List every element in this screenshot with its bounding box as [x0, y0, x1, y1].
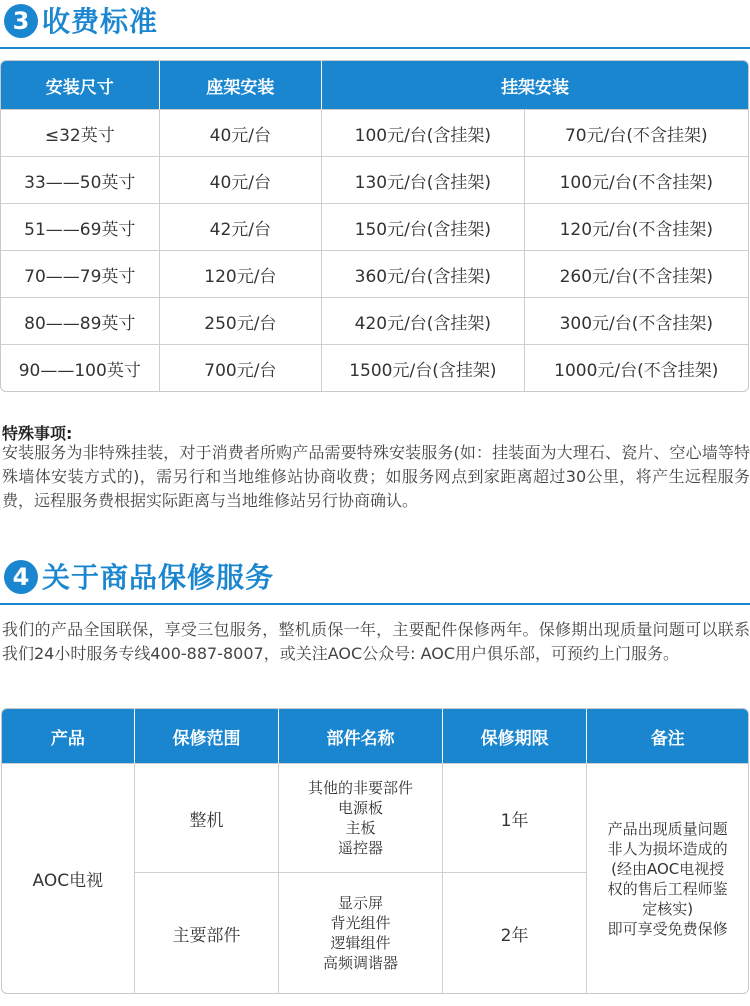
part-name: 其他的非要部件 [308, 779, 414, 797]
part-name: 显示屏 [338, 894, 384, 912]
part-name: 高频调谐器 [323, 954, 399, 972]
scope-cell: 主要部件 [135, 872, 280, 993]
section-title: 关于商品保修服务 [42, 561, 275, 594]
warranty-table-header [2, 709, 748, 763]
wall-price-without-bracket-cell: 260元/台(不含挂架) [525, 250, 748, 297]
fee-table-header [1, 61, 748, 109]
section-number-badge: 4 [4, 560, 38, 594]
table-row [1, 344, 748, 391]
section-divider [0, 47, 750, 49]
stand-price-cell: 40元/台 [160, 156, 323, 203]
scope-cell: 整机 [135, 763, 280, 872]
section-divider [0, 603, 750, 605]
wall-price-with-bracket-cell: 100元/台(含挂架) [322, 109, 524, 156]
header-remark: 备注 [587, 709, 748, 763]
wall-price-without-bracket-cell: 70元/台(不含挂架) [525, 109, 748, 156]
table-row [2, 763, 748, 872]
period-cell: 1年 [443, 763, 588, 872]
size-cell: 51——69英寸 [1, 203, 160, 250]
remark-line: (经由AOC电视授 [611, 859, 725, 878]
product-cell: AOC电视 [2, 763, 135, 993]
remark-line: 产品出现质量问题 [607, 819, 728, 838]
table-row [1, 156, 748, 203]
wall-price-with-bracket-cell: 130元/台(含挂架) [322, 156, 524, 203]
size-cell: 70——79英寸 [1, 250, 160, 297]
table-row [1, 109, 748, 156]
section-fee-header [0, 0, 750, 50]
remark-line: 定核实) [642, 899, 694, 918]
table-row [1, 250, 748, 297]
notes-title: 特殊事项: [2, 424, 73, 443]
notes-text: 安装服务为非特殊挂装，对于消费者所购产品需要特殊安装服务(如：挂装面为大理石、瓷片、空心墙等特殊墙体安装方式的)，需另行和当地维修站协商收费；如服务网点到家距离超过30公里，将产生远程服务费，远程服务费根据实际距离与当地维修站另行协商确认。 [2, 443, 750, 510]
section-number-badge: 3 [4, 4, 38, 38]
part-name: 逻辑组件 [330, 934, 391, 952]
parts-cell [279, 872, 443, 993]
wall-price-with-bracket-cell: 420元/台(含挂架) [322, 297, 524, 344]
wall-price-with-bracket-cell: 360元/台(含挂架) [322, 250, 524, 297]
part-name: 主板 [345, 819, 376, 837]
header-product: 产品 [2, 709, 135, 763]
parts-cell [279, 763, 443, 872]
header-stand-install: 座架安装 [160, 61, 323, 109]
part-name: 电源板 [338, 799, 384, 817]
wall-price-without-bracket-cell: 1000元/台(不含挂架) [525, 344, 748, 391]
stand-price-cell: 700元/台 [160, 344, 323, 391]
wall-price-without-bracket-cell: 300元/台(不含挂架) [525, 297, 748, 344]
wall-price-without-bracket-cell: 120元/台(不含挂架) [525, 203, 748, 250]
size-cell: 80——89英寸 [1, 297, 160, 344]
part-name: 背光组件 [330, 914, 391, 932]
size-cell: 33——50英寸 [1, 156, 160, 203]
size-cell: ≤32英寸 [1, 109, 160, 156]
stand-price-cell: 40元/台 [160, 109, 323, 156]
header-wall-install: 挂架安装 [322, 61, 748, 109]
warranty-intro-text: 我们的产品全国联保，享受三包服务，整机质保一年，主要配件保修两年。保修期出现质量问题可以联系我们24小时服务专线400-887-8007，或关注AOC公众号: AOC用户俱乐部，可预约上门服务。 [2, 620, 750, 663]
section-warranty-header [0, 556, 750, 606]
table-row [1, 203, 748, 250]
stand-price-cell: 42元/台 [160, 203, 323, 250]
section-title: 收费标准 [42, 5, 159, 38]
warranty-table [1, 708, 749, 994]
stand-price-cell: 250元/台 [160, 297, 323, 344]
part-name: 遥控器 [338, 839, 384, 857]
header-period: 保修期限 [443, 709, 588, 763]
table-row [1, 297, 748, 344]
remark-line: 即可享受免费保修 [607, 919, 728, 938]
wall-price-with-bracket-cell: 1500元/台(含挂架) [322, 344, 524, 391]
wall-price-without-bracket-cell: 100元/台(不含挂架) [525, 156, 748, 203]
wall-price-with-bracket-cell: 150元/台(含挂架) [322, 203, 524, 250]
header-part-name: 部件名称 [279, 709, 443, 763]
stand-price-cell: 120元/台 [160, 250, 323, 297]
size-cell: 90——100英寸 [1, 344, 160, 391]
remark-line: 非人为损坏造成的 [607, 839, 728, 858]
remark-cell [587, 763, 748, 993]
header-scope: 保修范围 [135, 709, 280, 763]
header-install-size: 安装尺寸 [1, 61, 160, 109]
fee-table [0, 60, 749, 392]
period-cell: 2年 [443, 872, 588, 993]
remark-line: 权的售后工程师鉴 [607, 879, 728, 898]
